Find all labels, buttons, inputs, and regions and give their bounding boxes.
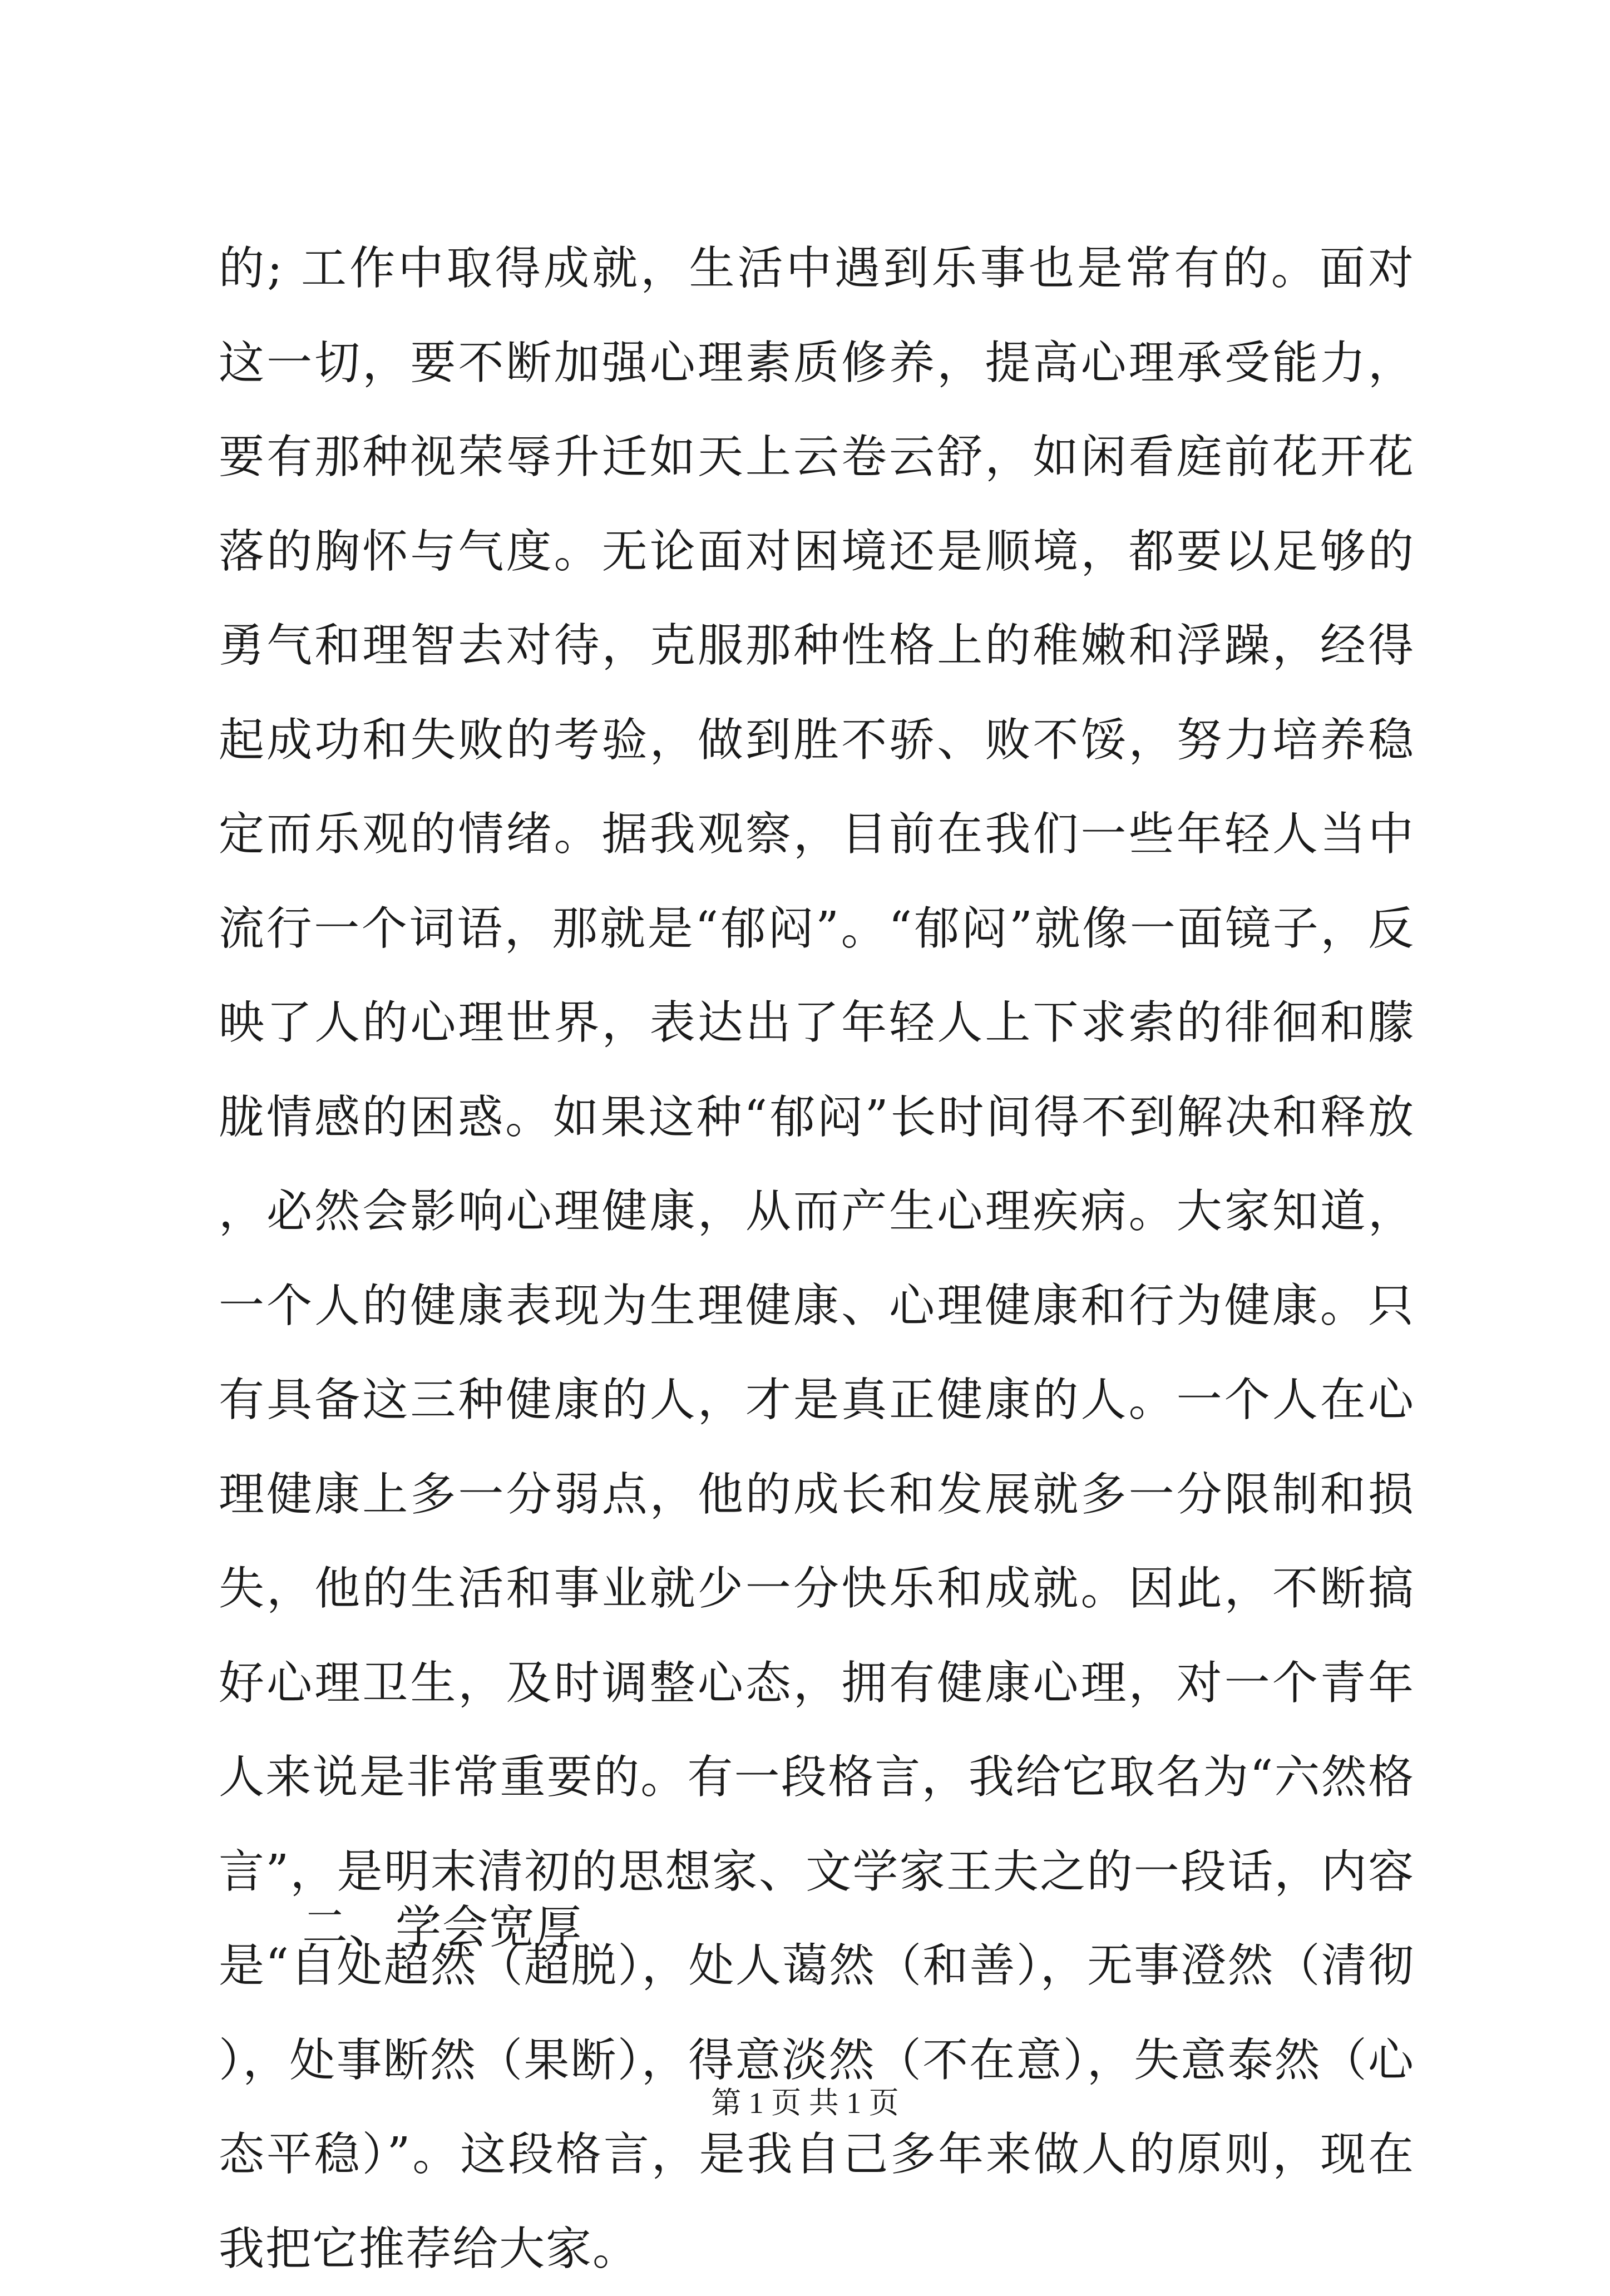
section-heading: 二、学会宽厚 [302,1901,583,1954]
page-footer: 第 1 页 共 1 页 [711,2086,899,2120]
body-paragraph: 的; 工作中取得成就，生活中遇到乐事也是常有的。面对这一切，要不断加强心理素质修养，提高心理承受能力，要有那种视荣辱升迁如天上云卷云舒，如闲看庭前花开花落的胸怀与气度。无论面对困境还是顺境，都要以足够的勇气和理智去对待，克服那种性格上的稚嫩和浮躁，经得起成功和失败的考验，做到胜不骄、败不馁，努力培养稳定而乐观的情绪。据我观察，目前在我们一些年轻人当中流行一个词语，那就是“郁闷”。“郁闷”就像一面镜子，反映了人的心理世界，表达出了年轻人上下求索的徘徊和朦胧情感的困惑。如果这种“郁闷”长时间得不到解决和释放，必然会影响心理健康，从而产生心理疾病。大家知道，一个人的健康表现为生理健康、心理健康和行为健康。只有具备这三种健康的人，才是真正健康的人。一个人在心理健康上多一分弱点，他的成长和发展就多一分限制和损失，他的生活和事业就少一分快乐和成就。因此，不断搞好心理卫生，及时调整心态，拥有健康心理，对一个青年人来说是非常重要的。有一段格言，我给它取名为“六然格言”，是明末清初的思想家、文学家王夫之的一段话，内容是“自处超然（超脱），处人蔼然（和善），无事澄然（清彻），处事断然（果断），得意淡然（不在意），失意泰然（心态平稳）”。这段格言，是我自己多年来做人的原则，现在我把它推荐给大家。 [219,242,1415,2275]
